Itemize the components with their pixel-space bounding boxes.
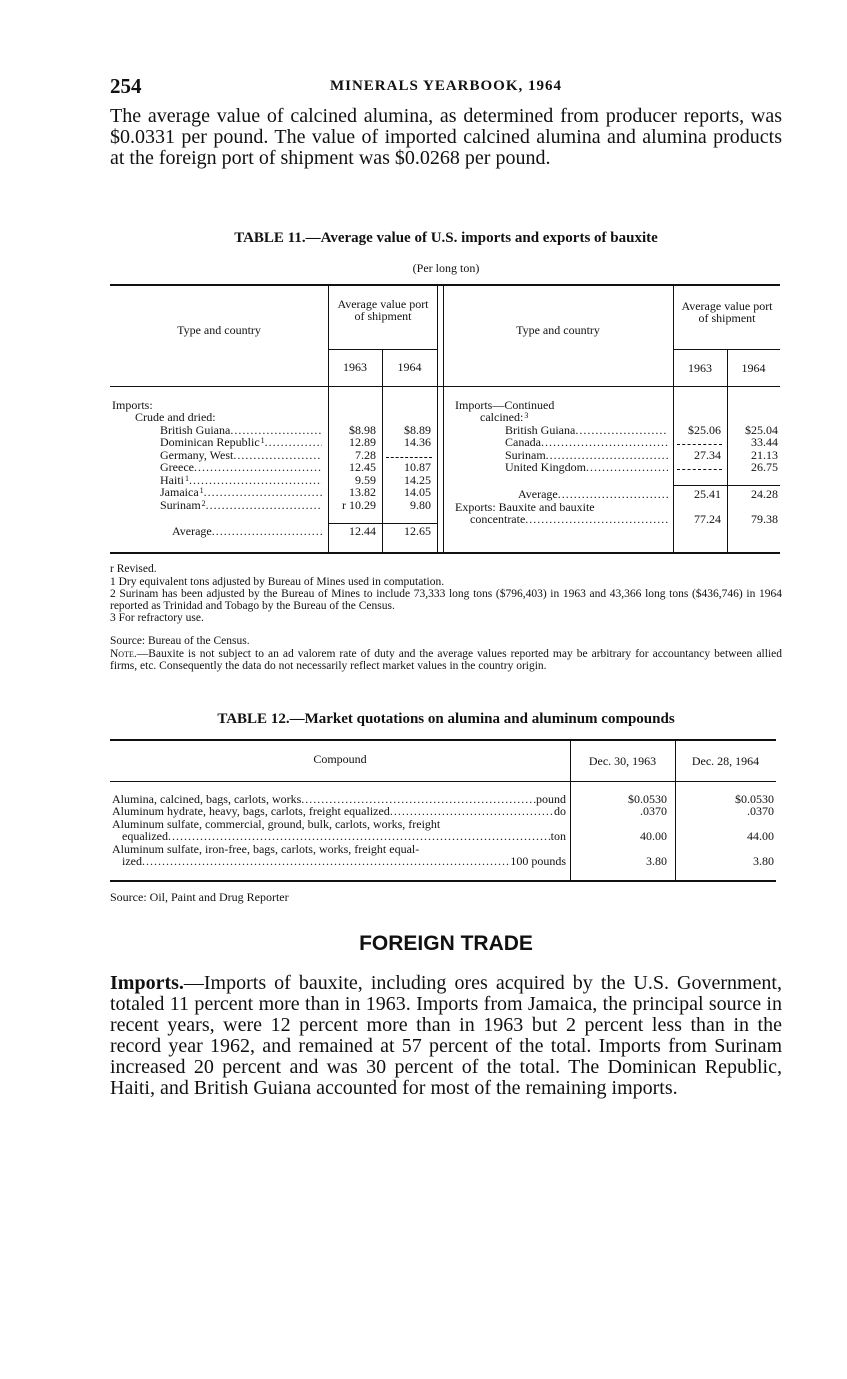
table11-right-row-2-text: British Guiana	[505, 424, 576, 437]
table11-left-row-4-1963: 7.28	[355, 448, 376, 462]
table11-left-row-9-1964: 12.65	[404, 524, 431, 538]
table11-left-row-3-1964: 14.36	[404, 435, 431, 449]
table11-right-row-5	[505, 461, 668, 474]
table11-right-empty-dash-1	[677, 444, 722, 445]
table11-year-1964-right: 1964	[741, 361, 766, 375]
table12-top-rule	[110, 739, 776, 741]
table12-row-0-unit: pound	[536, 793, 566, 806]
table11-note	[110, 649, 782, 672]
table11-note-label: Note.	[110, 648, 137, 660]
table11-right-row-2-1963: $25.06	[688, 423, 721, 437]
table12-row-3-1964: 44.00	[747, 829, 774, 843]
table11-left-row-9-leader	[212, 525, 322, 538]
table11-left-row-8-1964: 9.80	[410, 498, 431, 512]
table11-right-row-4-1964: 21.13	[751, 448, 778, 462]
table11-year-1963-right: 1963	[688, 361, 712, 375]
table12-header-date2: Dec. 28, 1964	[691, 754, 760, 768]
table11-header-value-left: Average value port of shipment	[337, 297, 429, 323]
table11-vrule-3	[437, 285, 438, 552]
table11-right-row-8	[470, 513, 668, 526]
table11-vrule-6	[727, 349, 728, 552]
imports-run-in: Imports.	[110, 972, 184, 994]
table12-row-1-unit: do	[554, 805, 566, 818]
table11-left-row-1	[135, 411, 322, 424]
table11-left-row-4	[160, 449, 322, 462]
intro-paragraph: The average value of calcined alumina, as determined from producer reports, was $0.0331 per pound. The value of imported calcined alumina and alumina products at the foreign port of shipment was $0.0268 per pound.	[110, 105, 782, 169]
table11-right-row-6-leader	[558, 488, 668, 501]
table12-row-5-leader	[142, 855, 510, 868]
table11-left-row-9-1963: 12.44	[349, 524, 376, 538]
table11-left-row-5-text: Greece	[160, 461, 194, 474]
table11-right-row-3-leader	[541, 436, 668, 449]
table11-right-row-4-text: Surinam	[505, 449, 546, 462]
table11-year-1963-left: 1963	[343, 360, 367, 374]
table11-left-row-7-footnote-ref: 1	[199, 486, 204, 495]
table12-row-3-unit: ton	[550, 830, 566, 843]
table12-row-4-text: Aluminum sulfate, iron-free, bags, carlots, works, freight equal-	[112, 843, 420, 856]
table11-right-row-8-1964: 79.38	[751, 512, 778, 526]
table11-left-row-9-text: Average	[172, 525, 212, 538]
page-number: 254	[110, 74, 142, 98]
table11-bottom-rule	[110, 552, 780, 554]
table11-right-row-2-leader	[575, 424, 668, 437]
table11-left-row-6-1964: 14.25	[404, 473, 431, 487]
table12-bottom-rule	[110, 880, 776, 882]
table11-left-row-5	[160, 461, 322, 474]
table11-left-row-7-text: Jamaica	[160, 486, 199, 499]
table12-row-2	[112, 818, 566, 831]
table11-left-row-3-leader	[265, 436, 322, 449]
table11-right-row-3-text: Canada	[505, 436, 541, 449]
table11-right-row-4-leader	[546, 449, 668, 462]
table11-left-row-5-1964: 10.87	[404, 460, 431, 474]
table12-header-compound: Compound	[313, 752, 367, 766]
table11-right-row-8-leader	[525, 513, 668, 526]
table11-right-row-3	[505, 436, 668, 449]
table12-row-1-1964: .0370	[747, 804, 774, 818]
table11-footnote-3: 3 For refractory use.	[110, 612, 204, 624]
table11-left-row-8-text: Surinam	[160, 499, 201, 512]
table12-row-0-1964: $0.0530	[735, 792, 774, 806]
table12-row-1-leader	[390, 805, 554, 818]
table11-left-row-5-1963: 12.45	[349, 460, 376, 474]
table11-left-row-4-leader	[233, 449, 322, 462]
page-header	[110, 74, 782, 102]
table12-row-0	[112, 793, 566, 806]
table12-row-0-1963: $0.0530	[628, 792, 667, 806]
table11-left-row-7-1964: 14.05	[404, 485, 431, 499]
table11-header-type-right: Type and country	[516, 323, 600, 337]
table11-right-row-4	[505, 449, 668, 462]
table11-left-row-2-1963: $8.98	[349, 423, 376, 437]
table12-row-5	[122, 855, 566, 868]
table12-row-2-text: Aluminum sulfate, commercial, ground, bulk, carlots, works, freight	[112, 818, 441, 831]
table11-caption: TABLE 11.—Average value of U.S. imports and exports of bauxite	[234, 230, 658, 246]
table12-row-4	[112, 843, 566, 856]
table11-left-row-6-leader	[189, 474, 322, 487]
table11-left-row-3-footnote-ref: 1	[260, 436, 265, 445]
table11-subcaption: (Per long ton)	[412, 261, 480, 275]
table12-row-1	[112, 805, 566, 818]
running-title: MINERALS YEARBOOK, 1964	[329, 78, 563, 94]
table11-left-row-8-footnote-ref: 2	[201, 499, 206, 508]
table11-left-row-2-text: British Guiana	[160, 424, 231, 437]
table11-left-row-7-1963: 13.82	[349, 485, 376, 499]
section-title: FOREIGN TRADE	[359, 932, 533, 955]
table11-right-row-2-1964: $25.04	[745, 423, 778, 437]
table11-right-row-5-leader	[586, 461, 668, 474]
table11-left-row-5-leader	[194, 461, 322, 474]
table11-right-row-6-text: Average	[518, 488, 558, 501]
table11-left-row-2-1964: $8.89	[404, 423, 431, 437]
table11-left-row-2	[160, 424, 322, 437]
table11-head-rule	[110, 386, 780, 387]
table11-right-row-6	[518, 488, 668, 501]
table11-right-row-0	[455, 399, 668, 412]
table11-left-row-1-text: Crude and dried:	[135, 411, 216, 424]
table11-left-row-3	[160, 436, 322, 449]
table12-row-1-text: Aluminum hydrate, heavy, bags, carlots, freight equalized	[112, 805, 390, 818]
table11-right-row-1-footnote-ref: 3	[524, 411, 529, 420]
table11-right-row-3-1964: 33.44	[751, 435, 778, 449]
table11-left-row-6	[160, 474, 322, 487]
table11-right-row-5-1964: 26.75	[751, 460, 778, 474]
table11-left-row-8	[160, 499, 322, 512]
table11-header-value-right: Average value port of shipment	[681, 299, 773, 325]
table11-left-row-7	[160, 486, 322, 499]
table12-header-date1: Dec. 30, 1963	[588, 754, 657, 768]
table11-footnote-2: 2 Surinam has been adjusted by the Bureau of Mines to include 73,333 long tons ($796,403) in 1963 and 43,366 long tons ($436,746) in 1964 reported as Trinidad and Tobago by the Bureau of the Census.	[110, 588, 782, 612]
table11-right-row-6-1963: 25.41	[694, 487, 721, 501]
table11-left-row-8-1963: r 10.29	[342, 498, 376, 512]
table11-left-empty-dash	[386, 457, 432, 458]
table11-right-row-4-1963: 27.34	[694, 448, 721, 462]
table12-row-3-leader	[168, 830, 551, 843]
table12-row-3	[122, 830, 566, 843]
table11-right-row-7	[455, 501, 668, 514]
table11-left-row-3-text: Dominican Republic	[160, 436, 260, 449]
table11-source: Source: Bureau of the Census.	[110, 635, 250, 647]
table11-right-row-5-text: United Kingdom	[505, 461, 586, 474]
table11-right-empty-dash-2	[677, 469, 722, 470]
table11-right-row-6-1964: 24.28	[751, 487, 778, 501]
table11-footnote-1: 1 Dry equivalent tons adjusted by Bureau of Mines used in computation.	[110, 576, 445, 588]
table11-left-row-3-1963: 12.89	[349, 435, 376, 449]
table11-right-row-1	[480, 411, 668, 424]
table12-row-1-1963: .0370	[640, 804, 667, 818]
imports-paragraph	[110, 973, 782, 1099]
table11-left-row-2-leader	[230, 424, 322, 437]
table11-left-row-0	[112, 399, 322, 412]
table11-left-row-9	[172, 525, 322, 538]
table11-note-text: —Bauxite is not subject to an ad valorem rate of duty and the average values reported may be arbitrary for accountancy between allied firms, etc. Consequently the data do not necessarily reflect market values in the country origin.	[110, 648, 782, 672]
table11-left-row-6-text: Haiti	[160, 474, 184, 487]
table11-vrule-2	[382, 349, 383, 552]
table11-left-row-0-text: Imports:	[112, 399, 153, 412]
table11-right-row-2	[505, 424, 668, 437]
table11-year-1964-left: 1964	[397, 360, 422, 374]
table12-head-rule	[110, 781, 776, 782]
table11-vrule-5	[673, 285, 674, 552]
table12-row-0-text: Alumina, calcined, bags, carlots, works	[112, 793, 302, 806]
table12-row-0-leader	[301, 793, 536, 806]
table11-right-row-0-text: Imports—Continued	[455, 399, 555, 412]
table12-caption: TABLE 12.—Market quotations on alumina and aluminum compounds	[217, 711, 675, 727]
table12-row-5-unit: 100 pounds	[510, 855, 566, 868]
table12-row-5-1964: 3.80	[753, 854, 774, 868]
table11-left-row-4-text: Germany, West	[160, 449, 234, 462]
table12-row-5-1963: 3.80	[646, 854, 667, 868]
table11-left-row-6-1963: 9.59	[355, 473, 376, 487]
table12-row-3-text: equalized	[122, 830, 168, 843]
table11-left-row-7-leader	[204, 486, 322, 499]
imports-text: —Imports of bauxite, including ores acquired by the U.S. Government, totaled 11 percent more than in 1963. Imports from Jamaica, the principal source in recent years, were 12 percent more than in 1963 but 2 percent less than in the record year 1962, and remained at 57 percent of the total. Imports from Surinam increased 20 percent and was 30 percent of the total. The Dominican Republic, Haiti, and British Guiana accounted for most of the remaining imports.	[110, 972, 782, 1099]
table11-vrule-1	[328, 285, 329, 552]
table12-row-3-1963: 40.00	[640, 829, 667, 843]
table11-left-row-8-leader	[206, 499, 322, 512]
table11-top-rule	[110, 284, 780, 286]
table11-right-row-8-1963: 77.24	[694, 512, 721, 526]
table11-left-row-6-footnote-ref: 1	[185, 474, 189, 483]
table11-right-row-1-text: calcined:	[480, 411, 524, 424]
table12-row-5-text: ized	[122, 855, 142, 868]
table11-right-row-7-text: Exports: Bauxite and bauxite	[455, 501, 595, 514]
table11-right-row-8-text: concentrate	[470, 513, 526, 526]
table12-source: Source: Oil, Paint and Drug Reporter	[110, 890, 289, 904]
table11-footnote-revised: r Revised.	[110, 563, 157, 575]
table11-header-type-left: Type and country	[177, 323, 261, 337]
